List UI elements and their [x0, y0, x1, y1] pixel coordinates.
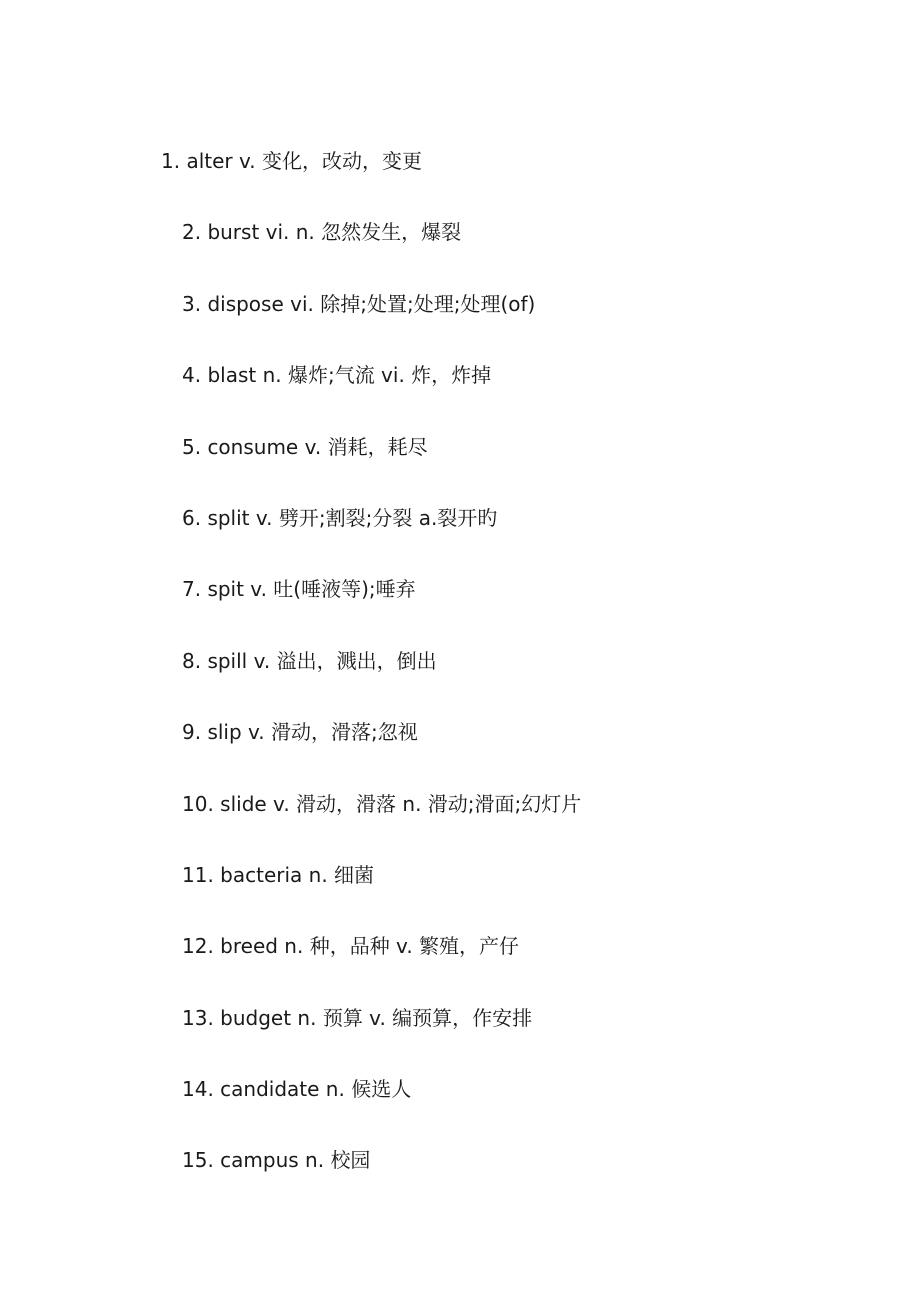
vocab-entry-14: 14. candidate n. 候选人 — [182, 1077, 412, 1102]
vocab-entry-11: 11. bacteria n. 细菌 — [182, 862, 375, 887]
vocab-entry-7: 7. spit v. 吐(唾液等);唾弃 — [182, 577, 416, 602]
vocab-entry-5: 5. consume v. 消耗，耗尽 — [182, 434, 428, 459]
vocab-entry-15: 15. campus n. 校园 — [182, 1148, 371, 1173]
vocab-entry-12: 12. breed n. 种，品种 v. 繁殖，产仔 — [182, 934, 520, 959]
vocab-entry-1: 1. alter v. 变化，改动，变更 — [161, 149, 422, 173]
vocab-entry-13: 13. budget n. 预算 v. 编预算，作安排 — [182, 1005, 533, 1030]
vocab-entry-3: 3. dispose vi. 除掉;处置;处理;处理(of) — [182, 291, 536, 316]
vocab-entry-4: 4. blast n. 爆炸;气流 vi. 炸，炸掉 — [182, 363, 492, 388]
vocab-entry-2: 2. burst vi. n. 忽然发生，爆裂 — [182, 220, 462, 245]
vocab-entry-9: 9. slip v. 滑动，滑落;忽视 — [182, 720, 418, 745]
vocabulary-list — [0, 145, 581, 1216]
vocab-entry-10: 10. slide v. 滑动，滑落 n. 滑动;滑面;幻灯片 — [182, 791, 582, 816]
vocab-entry-6: 6. split v. 劈开;割裂;分裂 a.裂开旳 — [182, 505, 498, 530]
vocab-entry-8: 8. spill v. 溢出，溅出，倒出 — [182, 648, 437, 673]
